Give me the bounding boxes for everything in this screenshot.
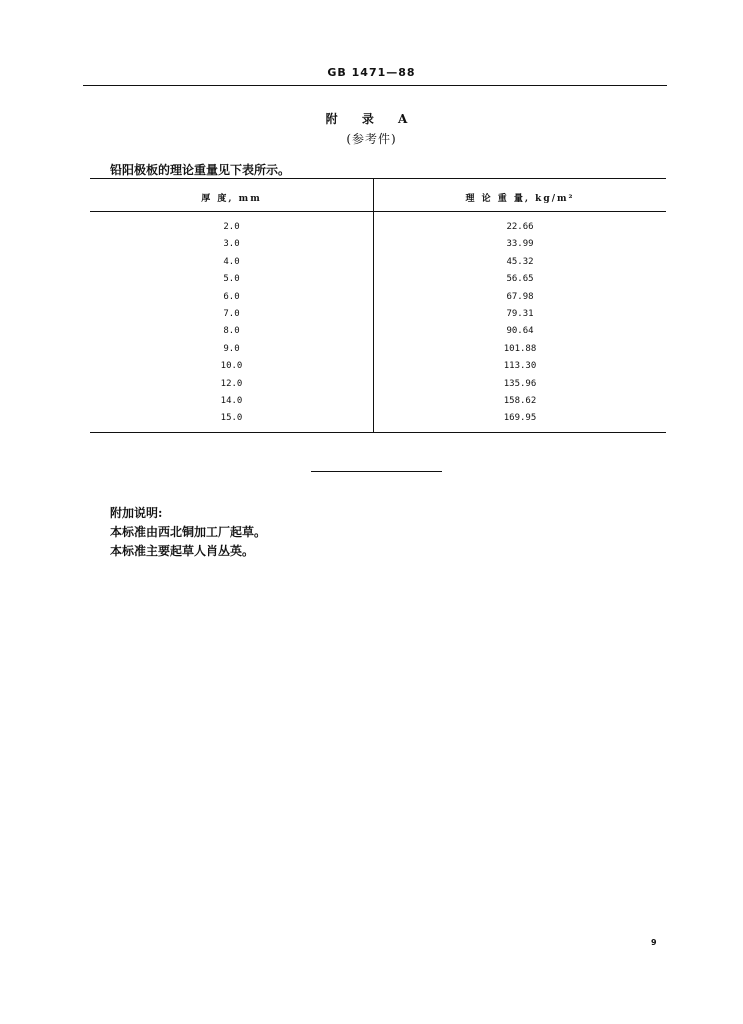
table-row bbox=[90, 289, 666, 306]
weight-cell: 33.99 bbox=[506, 239, 534, 250]
thickness-cell: 10.0 bbox=[220, 361, 243, 372]
weight-cell: 67.98 bbox=[506, 291, 534, 302]
thickness-cell: 3.0 bbox=[223, 239, 240, 250]
thickness-cell: 12.0 bbox=[220, 378, 243, 389]
table-body bbox=[90, 219, 666, 428]
weight-cell: 45.32 bbox=[506, 256, 534, 267]
thickness-cell: 9.0 bbox=[223, 343, 240, 354]
table-row bbox=[90, 393, 666, 410]
table-bottom-rule bbox=[90, 432, 666, 433]
thickness-cell: 15.0 bbox=[220, 413, 243, 424]
weight-cell: 56.65 bbox=[506, 274, 534, 285]
table-row bbox=[90, 376, 666, 393]
thickness-cell: 7.0 bbox=[223, 308, 240, 319]
table-row bbox=[90, 358, 666, 375]
table-top-rule bbox=[90, 178, 666, 179]
appendix-title: 附 录 A bbox=[325, 112, 418, 126]
table-row bbox=[90, 254, 666, 271]
thickness-cell: 2.0 bbox=[223, 222, 240, 232]
header-rule bbox=[83, 85, 667, 86]
thickness-column-header: 厚 度, mm bbox=[201, 194, 262, 204]
standard-code-header: GB 1471—88 bbox=[327, 66, 416, 79]
weight-cell: 90.64 bbox=[506, 326, 534, 337]
weight-cell: 169.95 bbox=[503, 413, 537, 424]
weight-cell: 135.96 bbox=[503, 378, 537, 389]
table-row bbox=[90, 306, 666, 323]
note-line: 本标准主要起草人肖丛英。 bbox=[110, 544, 255, 558]
weight-cell: 113.30 bbox=[503, 361, 537, 372]
thickness-cell: 6.0 bbox=[223, 291, 240, 302]
notes-heading: 附加说明: bbox=[110, 506, 163, 520]
additional-notes bbox=[110, 504, 266, 561]
table-row bbox=[90, 236, 666, 253]
thickness-cell: 8.0 bbox=[223, 326, 240, 337]
table-row bbox=[90, 323, 666, 340]
table-row bbox=[90, 410, 666, 427]
page-number: 9 bbox=[651, 938, 657, 947]
weight-cell: 158.62 bbox=[503, 395, 537, 406]
section-end-rule bbox=[311, 471, 442, 472]
table-row bbox=[90, 341, 666, 358]
weight-cell: 22.66 bbox=[506, 222, 534, 232]
weight-column-header: 理 论 重 量, kg/m² bbox=[465, 194, 575, 204]
table-row bbox=[90, 219, 666, 236]
table-header-rule bbox=[90, 211, 666, 212]
weight-cell: 101.88 bbox=[503, 343, 537, 354]
thickness-cell: 5.0 bbox=[223, 274, 240, 285]
intro-text: 铅阳极板的理论重量见下表所示。 bbox=[110, 163, 291, 177]
table-row bbox=[90, 271, 666, 288]
weight-cell: 79.31 bbox=[506, 308, 534, 319]
thickness-cell: 14.0 bbox=[220, 395, 243, 406]
note-line: 本标准由西北铜加工厂起草。 bbox=[110, 525, 267, 539]
thickness-cell: 4.0 bbox=[223, 256, 240, 267]
appendix-subtitle: (参考件) bbox=[346, 132, 397, 146]
